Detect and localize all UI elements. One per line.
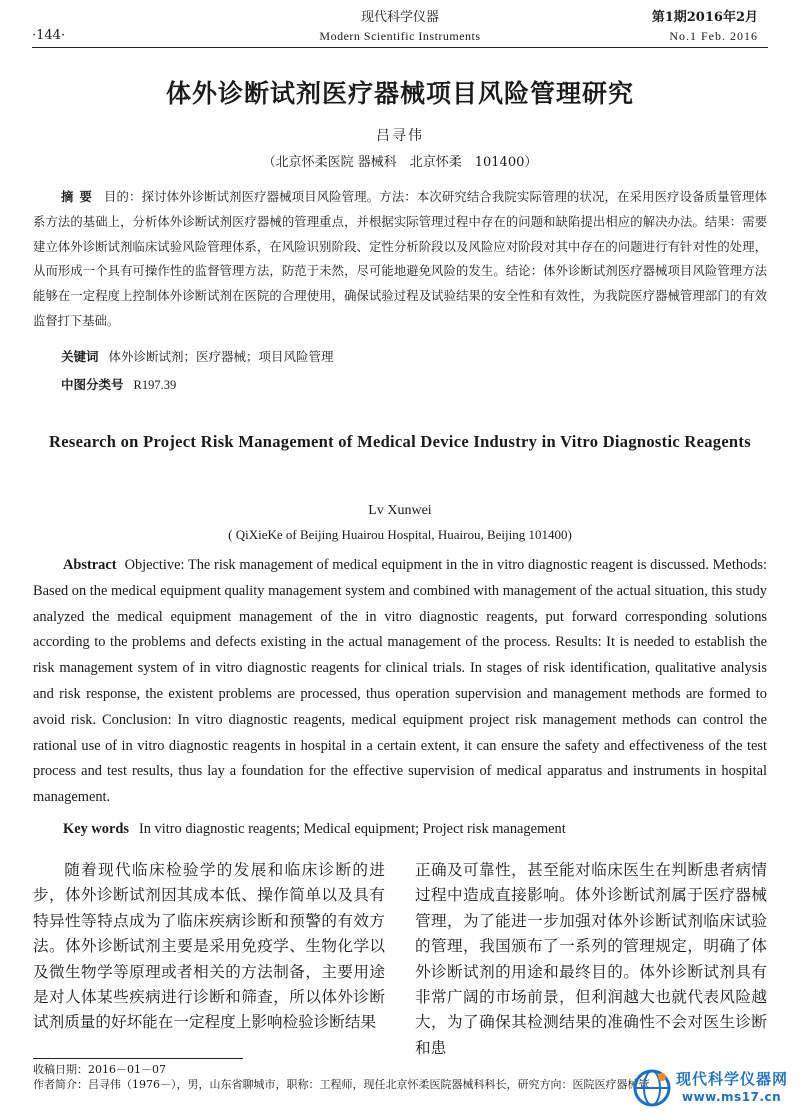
- abstract-cn-label: 摘要: [61, 189, 99, 204]
- abstract-en-text: Objective: The risk management of medical equipment in the in vitro diagnostic reagent is discussed. Methods: Based on the medical equipment quality management system and combined with management of the actual situation, this study analyzed the medical equipment management of the in vitro diagnostic reagents, put forward corresponding solutions according to the problems and defects existing in the actual management of the process. Results: It is needed to establish the risk management system of in vitro diagnostic reagents for clinical trials. In stages of risk identification, qualitative analysis and risk response, the existent problems are processed, thus operation supervision and management methods are formed to avoid risk. Conclusion: In vitro diagnostic reagents, medical equipment project risk management methods can control the rational use of in vitro diagnostic reagents in hospital in a certain extent, it can ensure the safety and effectiveness of the test process and test results, thus lay a foundation for the effective supervision of medical apparatus and instruments in hospital management.: [33, 557, 767, 806]
- issue-en: No.1 Feb. 2016: [669, 29, 758, 43]
- journal-name-en: Modern Scientific Instruments: [319, 29, 481, 43]
- issue-cn: 第1期2016年2月: [651, 10, 758, 25]
- keywords-cn-text: 体外诊断试剂；医疗器械；项目风险管理: [108, 349, 334, 364]
- page-number: ·144·: [32, 28, 66, 43]
- journal-name-cn: 现代科学仪器: [360, 10, 439, 25]
- footnote-author-bio: 作者简介：吕寻伟（1976－），男，山东省聊城市，职称：工程师，现任北京怀柔医院器械科科长，研究方向：医院医疗器械管: [33, 1078, 650, 1091]
- author-en: Lv Xunwei: [368, 503, 432, 518]
- abstract-cn-text: 目的：探讨体外诊断试剂医疗器械项目风险管理。方法：本次研究结合我院实际管理的状况，在采用医疗设备质量管理体系方法的基础上，分析体外诊断试剂医疗器械的管理重点，并根据实际管理过程中存在的问题和缺陷提出相应的解决办法。结果：需要建立体外诊断试剂临床试验风险管理体系，在风险识别阶段、定性分析阶段以及风险应对阶段对其中存在的问题进行有针对性的处理，从而形成一个具有可操作性的监督管理方法，防范于未然，尽可能地避免风险的发生。结论：体外诊断试剂医疗器械项目风险管理方法能够在一定程度上控制体外诊断试剂在医院的合理使用，确保试验过程及试验结果的安全性和有效性，为我院医疗器械管理部门的有效监督打下基础。: [33, 190, 767, 328]
- affiliation-en: ( QiXieKe of Beijing Huairou Hospital, Huairou, Beijing 101400): [228, 527, 572, 542]
- paper-title-cn: 体外诊断试剂医疗器械项目风险管理研究: [165, 79, 634, 108]
- classification-cn-label: 中图分类号: [61, 377, 124, 392]
- author-cn: 吕寻伟: [376, 128, 424, 144]
- watermark-name: 现代科学仪器网: [676, 1070, 789, 1088]
- footnote: [33, 1062, 673, 1092]
- body-right-column: 正确及可靠性，甚至能对临床医生在判断患者病情过程中造成直接影响。体外诊断试剂属于医疗器械管理，为了能进一步加强对体外诊断试剂临床试验的管理，我国颁布了一系列的管理规定，明确了体外诊断试剂的用途和最终目的。体外诊断试剂具有非常广阔的市场前景，但利润越大也就代表风险越大，为了确保其检测结果的准确性不会对医生诊断和患: [415, 861, 767, 1057]
- keywords-en-label: Key words: [63, 821, 129, 837]
- abstract-en: [33, 553, 767, 811]
- keywords-cn: [61, 347, 334, 365]
- watermark-logo-icon: [632, 1068, 672, 1108]
- watermark-url: www.ms17.cn: [682, 1090, 782, 1104]
- keywords-en-text: In vitro diagnostic reagents; Medical equipment; Project risk management: [138, 821, 566, 837]
- footnote-received: 收稿日期：2016－01－07: [33, 1063, 166, 1076]
- keywords-cn-label: 关键词: [61, 349, 99, 364]
- body-left-column: 随着现代临床检验学的发展和临床诊断的进步，体外诊断试剂因其成本低、操作简单以及具有特异性等特点成为了临床疾病诊断和预警的有效方法。体外诊断试剂主要是采用免疫学、生物化学以及微生物学等原理或者相关的方法制备，主要用途是对人体某些疾病进行诊断和筛查，所以体外诊断试剂质量的好坏能在一定程度上影响检验诊断结果: [33, 861, 385, 1032]
- classification-cn: [61, 375, 176, 393]
- affiliation-cn: （北京怀柔医院 器械科 北京怀柔 101400）: [262, 155, 538, 170]
- site-watermark: [632, 1066, 792, 1110]
- abstract-cn: [33, 185, 767, 334]
- footnote-rule: [33, 1058, 243, 1059]
- paper-title-en: Research on Project Risk Management of Medical Device Industry in Vitro Diagnostic Reagents: [49, 432, 751, 451]
- header-rule: [32, 47, 768, 48]
- abstract-en-label: Abstract: [63, 557, 117, 573]
- issue-info: [652, 8, 758, 46]
- keywords-en: [63, 821, 566, 838]
- journal-name: [250, 8, 550, 46]
- classification-cn-value: R197.39: [133, 378, 177, 392]
